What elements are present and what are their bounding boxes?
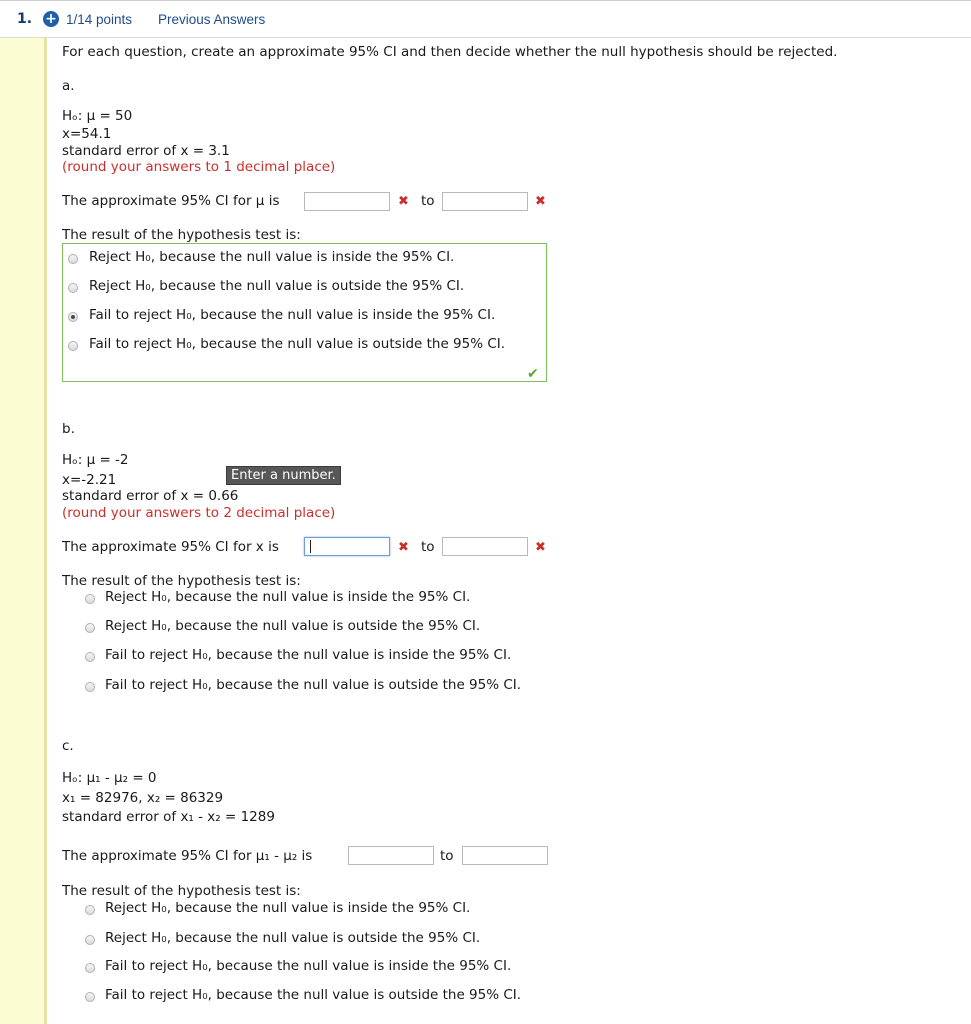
part-a-correct-check-icon: ✔ [527,366,539,382]
part-c-option-1-radio[interactable] [85,905,95,915]
part-b-option-2-radio[interactable] [85,623,95,633]
part-a-h0: Hₒ: μ = 50 [62,108,133,124]
part-a-lower-incorrect-icon: ✖ [398,194,409,209]
points-score: 1/14 points [66,12,133,27]
part-c-h0: Hₒ: μ₁ - μ₂ = 0 [62,770,157,786]
part-a-ci-prompt: The approximate 95% CI for μ is [62,193,280,209]
part-a-option-3-radio[interactable] [68,312,78,322]
part-a-ci-upper-input[interactable] [442,192,528,211]
part-b-upper-incorrect-icon: ✖ [535,540,546,555]
part-b-round-note: (round your answers to 2 decimal place) [62,505,336,521]
part-c-option-1-label: Reject H₀, because the null value is inside the 95% CI. [105,900,471,916]
part-c-result-prompt: The result of the hypothesis test is: [62,883,301,899]
expand-plus-icon[interactable]: + [43,11,59,27]
part-a-option-3-label: Fail to reject H₀, because the null value is inside the 95% CI. [89,307,496,323]
part-c-option-2-label: Reject H₀, because the null value is outside the 95% CI. [105,930,481,946]
part-c-xbar: x₁ = 82976, x₂ = 86329 [62,790,224,806]
part-a-label: a. [62,78,75,94]
question-header [0,0,971,38]
part-a-to-label: to [421,193,435,209]
part-c-ci-upper-input[interactable] [462,846,548,865]
part-b-option-2-label: Reject H₀, because the null value is outside the 95% CI. [105,618,481,634]
part-a-option-4-radio[interactable] [68,341,78,351]
question-number: 1. [17,11,33,27]
part-a-upper-incorrect-icon: ✖ [535,194,546,209]
part-c-ci-prompt: The approximate 95% CI for μ₁ - μ₂ is [62,848,313,864]
part-a-xbar: x=54.1 [62,126,112,142]
part-b-standard-error: standard error of x = 0.66 [62,488,239,504]
left-rail [0,38,44,1024]
part-b-h0: Hₒ: μ = -2 [62,452,129,468]
part-b-option-3-radio[interactable] [85,652,95,662]
part-a-option-1-radio[interactable] [68,254,78,264]
part-a-result-prompt: The result of the hypothesis test is: [62,227,301,243]
part-b-ci-prompt: The approximate 95% CI for x is [62,539,279,555]
part-b-option-1-radio[interactable] [85,594,95,604]
part-b-option-1-label: Reject H₀, because the null value is inside the 95% CI. [105,589,471,605]
part-c-option-3-label: Fail to reject H₀, because the null value is inside the 95% CI. [105,958,512,974]
part-c-option-3-radio[interactable] [85,963,95,973]
part-c-option-2-radio[interactable] [85,935,95,945]
part-a-option-2-radio[interactable] [68,283,78,293]
part-b-option-4-label: Fail to reject H₀, because the null value is outside the 95% CI. [105,677,522,693]
part-a-round-note: (round your answers to 1 decimal place) [62,159,336,175]
part-b-label: b. [62,421,75,437]
text-caret [310,540,311,553]
part-b-xbar: x=-2.21 [62,472,117,488]
part-b-option-3-label: Fail to reject H₀, because the null value is inside the 95% CI. [105,647,512,663]
part-a-option-4-label: Fail to reject H₀, because the null value is outside the 95% CI. [89,336,506,352]
part-a-option-2-label: Reject H₀, because the null value is outside the 95% CI. [89,278,465,294]
part-c-option-4-radio[interactable] [85,992,95,1002]
part-b-to-label: to [421,539,435,555]
part-a-standard-error: standard error of x = 3.1 [62,143,230,159]
part-c-label: c. [62,738,74,754]
part-b-ci-upper-input[interactable] [442,537,528,556]
part-a-option-1-label: Reject H₀, because the null value is inside the 95% CI. [89,249,455,265]
part-b-lower-incorrect-icon: ✖ [398,540,409,555]
part-b-ci-lower-input[interactable] [304,537,390,556]
part-c-option-4-label: Fail to reject H₀, because the null value is outside the 95% CI. [105,987,522,1003]
part-b-result-prompt: The result of the hypothesis test is: [62,573,301,589]
part-c-standard-error: standard error of x₁ - x₂ = 1289 [62,809,275,825]
part-a-ci-lower-input[interactable] [304,192,390,211]
part-c-to-label: to [440,848,454,864]
instructions-text: For each question, create an approximate 95% CI and then decide whether the null hypothesis should be rejected. [62,44,838,60]
left-rail-border [44,38,47,1024]
part-b-option-4-radio[interactable] [85,682,95,692]
part-c-ci-lower-input[interactable] [348,846,434,865]
enter-number-tooltip: Enter a number. [226,466,341,485]
previous-answers-link[interactable]: Previous Answers [158,12,266,27]
